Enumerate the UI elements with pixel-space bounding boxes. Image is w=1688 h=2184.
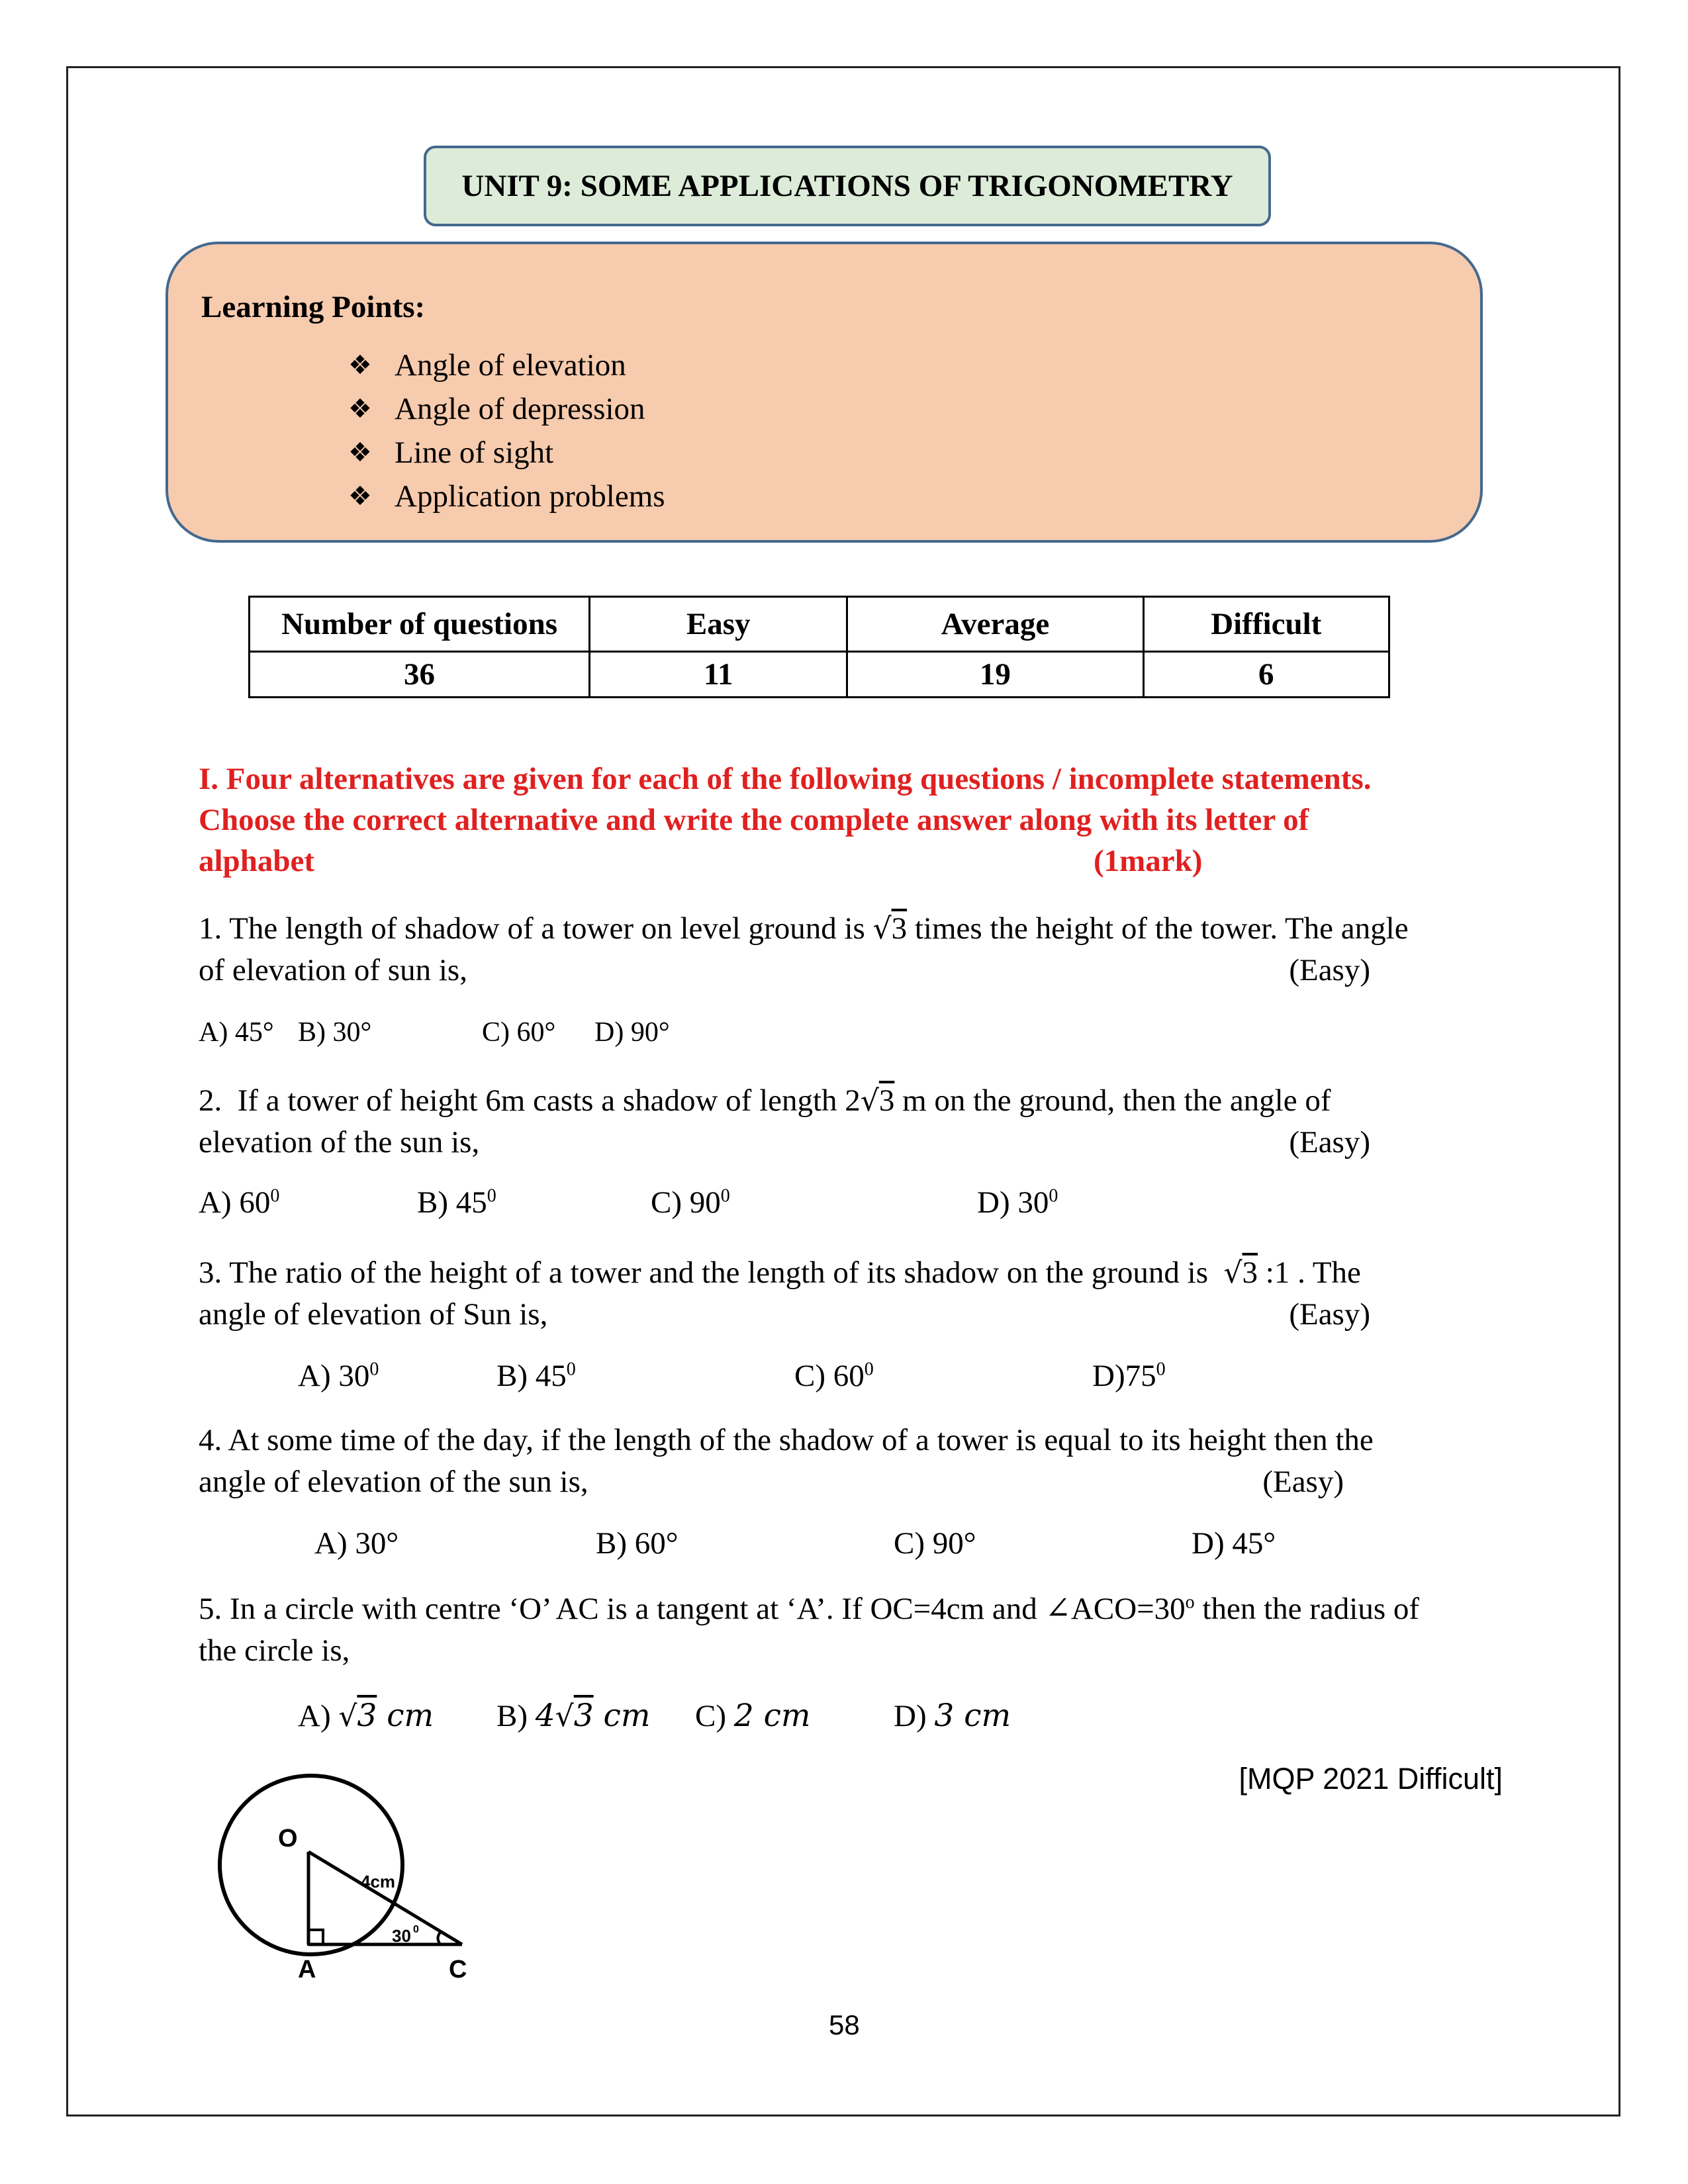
learning-point-item: ❖ Application problems	[348, 475, 665, 518]
q2-option-a: A) $60^0$	[199, 1185, 280, 1220]
label-c: C	[449, 1956, 467, 1983]
sqrt-symbol: √	[860, 1084, 879, 1118]
diamond-bullet-icon: ❖	[348, 350, 372, 381]
right-angle-marker	[308, 1930, 323, 1944]
side-length-label: 4cm	[361, 1872, 396, 1891]
sqrt-symbol: √	[1223, 1256, 1243, 1290]
q3-option-c: C) $60^0$	[794, 1359, 874, 1393]
table-header-cell: Number of questions	[250, 597, 590, 652]
label-a: A	[298, 1956, 316, 1983]
q3-option-a: A) $30^0$	[298, 1359, 379, 1393]
section-instruction-line2: Choose the correct alternative and write the complete answer along with its letter of	[199, 803, 1309, 837]
unit-title: UNIT 9: SOME APPLICATIONS OF TRIGONOMETRY	[424, 146, 1271, 226]
q2-option-d: D) $30^0$	[977, 1185, 1058, 1220]
table-header-cell: Average	[847, 597, 1143, 652]
question-source-tag: [MQP 2021 Difficult]	[1239, 1762, 1503, 1796]
angle-label-sup: 0	[413, 1924, 419, 1935]
q4-option-d: D) 45°	[1192, 1526, 1276, 1561]
difficulty-tag: (Easy)	[1289, 953, 1370, 987]
question-3: 3. The ratio of the height of a tower and the length of its shadow on the ground is √3 :1 . The angle of elevation of Sun is, (Easy)	[199, 1252, 1503, 1336]
q1-option-c: C) 60°	[482, 1017, 556, 1048]
section-instruction-line1: I. Four alternatives are given for each of the following questions / incomplete statements.	[199, 762, 1372, 796]
question-4: 4. At some time of the day, if the length of the shadow of a tower is equal to its height then the angle of elevation of the sun is, (Easy)	[199, 1420, 1503, 1503]
sqrt-symbol: √	[872, 912, 892, 946]
q4-option-b: B) 60°	[596, 1526, 679, 1561]
q5-option-c: C) 2 cm	[695, 1698, 811, 1734]
section-instruction-line3: alphabet	[199, 844, 314, 878]
learning-points-box	[165, 242, 1483, 543]
learning-point-item: ❖ Angle of elevation	[348, 343, 665, 387]
q2-option-c: C) $90^0$	[651, 1185, 730, 1220]
q2-option-b: B) $45^0$	[417, 1185, 496, 1220]
diamond-bullet-icon: ❖	[348, 481, 372, 512]
difficulty-tag: (Easy)	[1289, 1297, 1370, 1332]
learning-points-heading: Learning Points:	[201, 290, 426, 324]
hypotenuse-oc-line	[308, 1852, 462, 1944]
q5-option-b: B) 4√3 cm	[496, 1698, 651, 1734]
learning-point-item: ❖ Angle of depression	[348, 387, 665, 431]
learning-points-list	[348, 343, 665, 518]
table-row	[250, 652, 1389, 698]
question-5: 5. In a circle with centre ‘O’ AC is a tangent at ‘A’. If OC=4cm and $\angle ACO=30^o$ then the radius of the circle is,	[199, 1592, 1420, 1668]
table-cell: 19	[847, 652, 1143, 698]
circle-shape	[220, 1776, 402, 1954]
question-stats-table	[248, 596, 1390, 698]
angle-arc	[438, 1933, 441, 1944]
diamond-bullet-icon: ❖	[348, 394, 372, 424]
table-header-cell: Difficult	[1143, 597, 1389, 652]
difficulty-tag: (Easy)	[1289, 1125, 1370, 1160]
angle-label: 30	[392, 1926, 411, 1946]
page-number: 58	[829, 2009, 860, 2040]
question-1: 1. The length of shadow of a tower on level ground is √3 times the height of the tower. The angle of elevation of sun is, (Easy)	[199, 908, 1503, 991]
q1-option-d: D) 90°	[594, 1017, 670, 1048]
table-cell: 6	[1143, 652, 1389, 698]
q4-option-a: A) 30°	[314, 1526, 399, 1561]
q3-option-d: $D)75^0$	[1092, 1359, 1166, 1393]
difficulty-tag: (Easy)	[1262, 1465, 1344, 1499]
q5-option-a: A) √3 cm	[298, 1698, 434, 1734]
circle-tangent-figure	[212, 1767, 490, 1992]
table-cell: 11	[590, 652, 847, 698]
learning-point-item: ❖ Line of sight	[348, 431, 665, 475]
diamond-bullet-icon: ❖	[348, 437, 372, 468]
q4-option-c: C) 90°	[894, 1526, 976, 1561]
table-cell: 36	[250, 652, 590, 698]
label-o: O	[278, 1825, 298, 1852]
question-2: 2. If a tower of height 6m casts a shadow of length 2√3 m on the ground, then the angle of elevation of the sun is, (Easy)	[199, 1080, 1503, 1163]
q3-option-b: B) $45^0$	[496, 1359, 576, 1393]
table-header-cell: Easy	[590, 597, 847, 652]
table-header-row	[250, 597, 1389, 652]
q1-option-a: A) 45°	[199, 1017, 274, 1048]
q5-option-d: D) 3 cm	[894, 1698, 1011, 1734]
q1-option-b: B) 30°	[298, 1017, 372, 1048]
section-marks: (1mark)	[1094, 844, 1203, 878]
